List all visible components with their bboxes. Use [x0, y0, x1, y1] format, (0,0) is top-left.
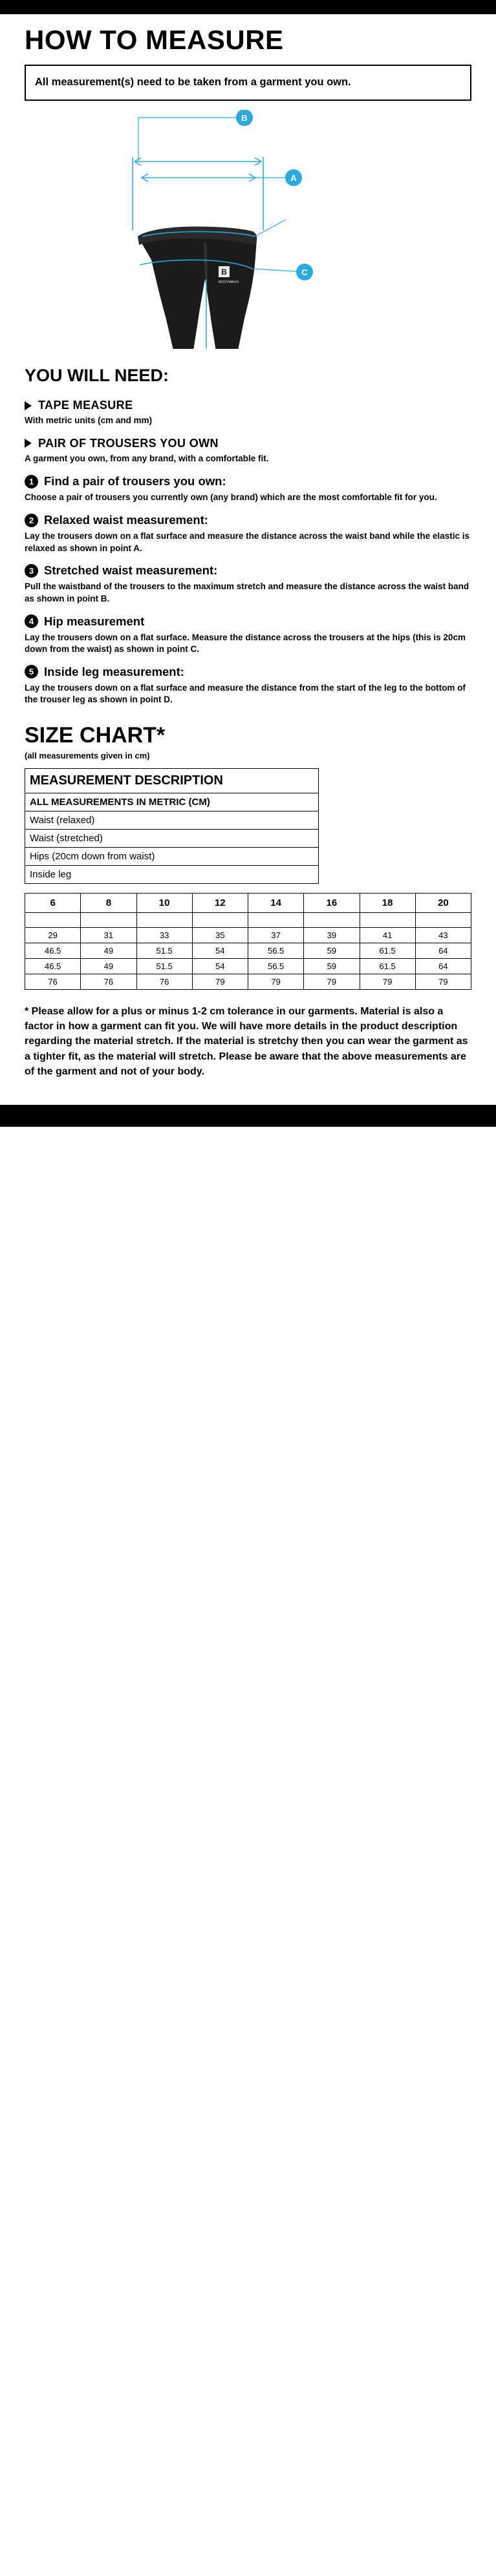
spacer-cell — [360, 913, 415, 928]
measurement-row-label: Waist (relaxed) — [25, 812, 319, 830]
size-value-cell: 49 — [81, 943, 136, 959]
measurement-notice: All measurement(s) need to be taken from a garment you own. — [25, 65, 471, 101]
step-title: Relaxed waist measurement: — [44, 513, 208, 527]
table-row — [25, 812, 319, 830]
size-value-cell: 46.5 — [25, 943, 81, 959]
size-value-cell: 76 — [25, 974, 81, 990]
page-root — [0, 0, 496, 1127]
size-value-cell: 49 — [81, 959, 136, 974]
trouser-diagram — [25, 110, 471, 349]
step-body: Lay the trousers down on a flat surface. Measure the distance across the trousers at the hips (this is 20cm down from the waist) as shown in point C. — [25, 632, 466, 654]
step-title: Stretched waist measurement: — [44, 563, 218, 578]
spacer-cell — [81, 913, 136, 928]
measurement-description-table — [25, 768, 319, 884]
tolerance-notice: * Please allow for a plus or minus 1-2 cm tolerance in our garments. Material is also a factor in how a garment can fit you. We will have more details in the product description regarding the material stretch. If the material is stretchy then you can wear the garment as a tighter fit, as the material will stretch. Please be aware that the above measurements are of the garment and not of your body. — [25, 1006, 468, 1077]
label-c — [296, 264, 313, 280]
size-value-cell: 56.5 — [248, 959, 304, 974]
measurement-row-label: Inside leg — [25, 866, 319, 884]
spacer-cell — [25, 913, 81, 928]
spacer-cell — [415, 913, 471, 928]
svg-text:B: B — [221, 267, 227, 277]
table-row — [25, 928, 471, 943]
size-value-cell: 79 — [192, 974, 248, 990]
size-header-cell: 20 — [415, 894, 471, 913]
need-item-title: PAIR OF TROUSERS YOU OWN — [38, 436, 219, 450]
size-value-cell: 76 — [81, 974, 136, 990]
size-value-cell: 43 — [415, 928, 471, 943]
spacer-cell — [136, 913, 192, 928]
size-value-cell: 79 — [248, 974, 304, 990]
need-item-title: TAPE MEASURE — [38, 399, 133, 412]
spacer-cell — [248, 913, 304, 928]
size-value-cell: 54 — [192, 959, 248, 974]
size-values-table — [25, 893, 471, 990]
step-body: Lay the trousers down on a flat surface and measure the distance across the waist band while the elastic is relaxed as shown in point A. — [25, 531, 469, 553]
step-body: Lay the trousers down on a flat surface and measure the distance from the start of the leg to the bottom of the trouser leg as shown in point D. — [25, 682, 466, 705]
step-5 — [25, 665, 471, 706]
spacer-cell — [304, 913, 360, 928]
size-header-cell: 14 — [248, 894, 304, 913]
size-chart-heading: SIZE CHART* — [25, 723, 166, 748]
size-value-cell: 56.5 — [248, 943, 304, 959]
table-row — [25, 974, 471, 990]
size-header-cell: 16 — [304, 894, 360, 913]
size-value-cell: 51.5 — [136, 943, 192, 959]
svg-text:B: B — [241, 113, 248, 123]
step-1 — [25, 474, 471, 504]
size-value-cell: 79 — [360, 974, 415, 990]
need-item-sub: A garment you own, from any brand, with a comfortable fit. — [25, 453, 269, 463]
size-value-cell: 76 — [136, 974, 192, 990]
table-row — [25, 793, 319, 812]
size-value-cell: 59 — [304, 959, 360, 974]
trouser-diagram-svg — [25, 110, 471, 349]
step-number-badge: 3 — [25, 564, 38, 578]
size-header-cell: 8 — [81, 894, 136, 913]
step-4 — [25, 614, 471, 656]
label-b — [236, 110, 253, 126]
table-row — [25, 848, 319, 866]
step-title: Find a pair of trousers you own: — [44, 474, 226, 488]
need-item-tape-measure — [25, 399, 471, 426]
triangle-bullet-icon — [25, 439, 32, 448]
spacer-cell — [192, 913, 248, 928]
top-black-bar — [0, 0, 496, 14]
size-value-cell: 59 — [304, 943, 360, 959]
size-header-cell: 10 — [136, 894, 192, 913]
svg-text:C: C — [301, 267, 308, 278]
step-body: Pull the waistband of the trousers to the maximum stretch and measure the distance across the waist band as shown in point B. — [25, 581, 469, 603]
size-value-cell: 64 — [415, 959, 471, 974]
step-title: Hip measurement — [44, 614, 145, 628]
step-body: Choose a pair of trousers you currently own (any brand) which are the most comfortable fit for you. — [25, 492, 437, 503]
you-will-need-heading: YOU WILL NEED: — [25, 366, 169, 386]
need-item-sub: With metric units (cm and mm) — [25, 415, 153, 426]
table-header-row — [25, 894, 471, 913]
measurement-description-header: MEASUREMENT DESCRIPTION — [25, 769, 319, 793]
triangle-bullet-icon — [25, 401, 32, 410]
size-value-cell: 46.5 — [25, 959, 81, 974]
step-number-badge: 1 — [25, 475, 38, 488]
bottom-black-bar — [0, 1105, 496, 1127]
size-value-cell: 61.5 — [360, 959, 415, 974]
size-value-cell: 51.5 — [136, 959, 192, 974]
size-value-cell: 31 — [81, 928, 136, 943]
size-chart-note: (all measurements given in cm) — [25, 751, 150, 761]
table-row — [25, 959, 471, 974]
size-value-cell: 39 — [304, 928, 360, 943]
size-header-cell: 6 — [25, 894, 81, 913]
table-row — [25, 943, 471, 959]
size-header-cell: 12 — [192, 894, 248, 913]
step-number-badge: 2 — [25, 514, 38, 527]
table-row — [25, 866, 319, 884]
need-item-trousers — [25, 437, 471, 465]
svg-text:A: A — [290, 173, 297, 183]
table-row — [25, 830, 319, 848]
main-content — [0, 26, 496, 1105]
step-title: Inside leg measurement: — [44, 664, 184, 678]
measurement-row-label: Waist (stretched) — [25, 830, 319, 848]
table-spacer-row — [25, 913, 471, 928]
measurement-units-header: ALL MEASUREMENTS IN METRIC (CM) — [25, 793, 319, 812]
size-value-cell: 41 — [360, 928, 415, 943]
size-value-cell: 79 — [415, 974, 471, 990]
size-value-cell: 64 — [415, 943, 471, 959]
size-value-cell: 29 — [25, 928, 81, 943]
step-number-badge: 5 — [25, 665, 38, 678]
size-value-cell: 33 — [136, 928, 192, 943]
step-number-badge: 4 — [25, 614, 38, 628]
page-title: HOW TO MEASURE — [25, 25, 284, 55]
label-a — [285, 169, 302, 186]
step-3 — [25, 563, 471, 605]
table-row — [25, 769, 319, 793]
trouser-illustration — [138, 227, 257, 349]
svg-text:BODYMAXX: BODYMAXX — [219, 280, 239, 285]
size-value-cell: 79 — [304, 974, 360, 990]
size-value-cell: 61.5 — [360, 943, 415, 959]
size-value-cell: 54 — [192, 943, 248, 959]
measurement-row-label: Hips (20cm down from waist) — [25, 848, 319, 866]
step-2 — [25, 513, 471, 554]
size-value-cell: 35 — [192, 928, 248, 943]
size-value-cell: 37 — [248, 928, 304, 943]
size-header-cell: 18 — [360, 894, 415, 913]
